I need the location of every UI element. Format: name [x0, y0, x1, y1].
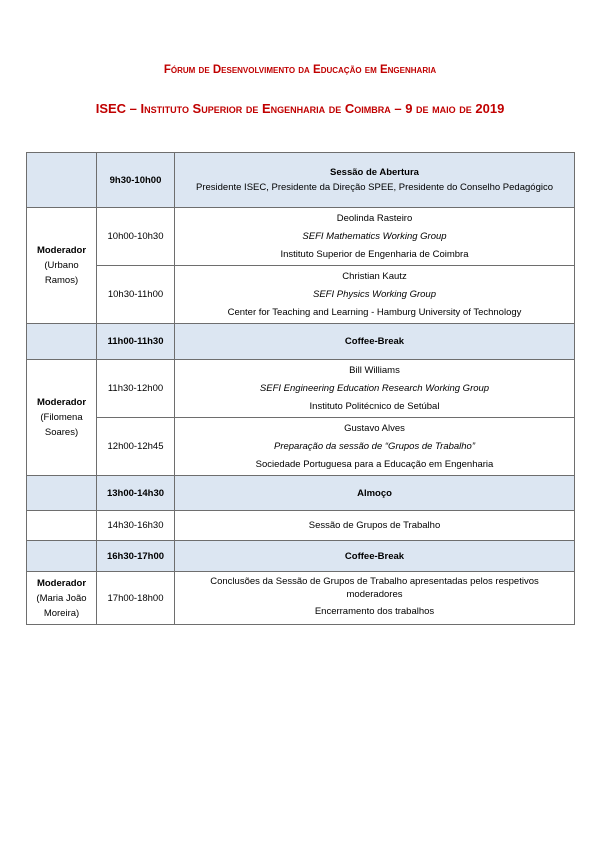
session-cell [175, 153, 575, 208]
moderator-cell-empty [27, 153, 97, 208]
time-cell: 12h00-12h45 [97, 418, 175, 476]
moderator-name: (Filomena Soares) [40, 412, 83, 438]
speaker-name: Gustavo Alves [344, 422, 405, 434]
break-title: Coffee-Break [175, 541, 575, 572]
speaker-group: Preparação da sessão de “Grupos de Trabalho” [273, 440, 476, 452]
moderator-label: Moderador [36, 397, 87, 408]
speaker-group: SEFI Physics Working Group [312, 288, 436, 300]
session-cell [175, 418, 575, 476]
speaker-institution: Center for Teaching and Learning - Hamburg University of Technology [227, 306, 522, 318]
table-row-talk [27, 418, 575, 476]
time-cell: 16h30-17h00 [97, 541, 175, 572]
table-row-talk [27, 208, 575, 266]
speaker-name: Bill Williams [349, 364, 400, 376]
table-row-break [27, 541, 575, 572]
workgroups-title: Sessão de Grupos de Trabalho [175, 511, 575, 541]
speaker-institution: Instituto Superior de Engenharia de Coimbra [280, 248, 469, 260]
table-row-talk [27, 266, 575, 324]
moderator-cell-empty [27, 511, 97, 541]
session-title: Sessão de Abertura [330, 167, 419, 178]
table-row-talk [27, 360, 575, 418]
session-cell [175, 266, 575, 324]
moderator-cell [27, 572, 97, 625]
closing-conclusions: Conclusões da Sessão de Grupos de Trabalho apresentadas pelos respetivos moderadores [210, 576, 539, 600]
time-cell: 11h00-11h30 [97, 324, 175, 360]
session-cell [175, 572, 575, 625]
speaker-group: SEFI Engineering Education Research Working Group [259, 382, 490, 394]
program-table [26, 152, 575, 625]
speaker-name: Christian Kautz [342, 270, 407, 282]
session-cell [175, 208, 575, 266]
time-cell: 14h30-16h30 [97, 511, 175, 541]
moderator-label: Moderador [36, 577, 87, 589]
table-row-opening [27, 153, 575, 208]
speaker-institution: Sociedade Portuguesa para a Educação em Engenharia [255, 458, 494, 470]
moderator-cell [27, 360, 97, 476]
time-cell: 11h30-12h00 [97, 360, 175, 418]
session-cell [175, 360, 575, 418]
document-subtitle: ISEC – Instituto Superior de Engenharia de Coimbra – 9 de maio de 2019 [95, 101, 505, 116]
table-row-workgroups [27, 511, 575, 541]
moderator-cell [27, 208, 97, 324]
break-title: Coffee-Break [175, 324, 575, 360]
moderator-label: Moderador [36, 245, 87, 256]
session-detail: Presidente ISEC, Presidente da Direção SPEE, Presidente do Conselho Pedagógico [196, 182, 553, 193]
speaker-name: Deolinda Rasteiro [336, 212, 413, 224]
document-title: Fórum de Desenvolvimento da Educação em Engenharia [163, 64, 437, 76]
moderator-cell-empty [27, 324, 97, 360]
table-row-closing [27, 572, 575, 625]
moderator-cell-empty [27, 541, 97, 572]
time-cell: 10h00-10h30 [97, 208, 175, 266]
time-cell: 17h00-18h00 [97, 572, 175, 625]
speaker-group: SEFI Mathematics Working Group [302, 230, 447, 242]
moderator-cell-empty [27, 476, 97, 511]
time-cell: 9h30-10h00 [97, 153, 175, 208]
moderator-name: (Maria João Moreira) [36, 592, 87, 619]
moderator-name: (Urbano Ramos) [44, 260, 79, 286]
table-row-break [27, 324, 575, 360]
time-cell: 10h30-11h00 [97, 266, 175, 324]
closing-end: Encerramento dos trabalhos [314, 606, 435, 617]
table-row-lunch [27, 476, 575, 511]
lunch-title: Almoço [175, 476, 575, 511]
speaker-institution: Instituto Politécnico de Setúbal [309, 400, 440, 412]
time-cell: 13h00-14h30 [97, 476, 175, 511]
